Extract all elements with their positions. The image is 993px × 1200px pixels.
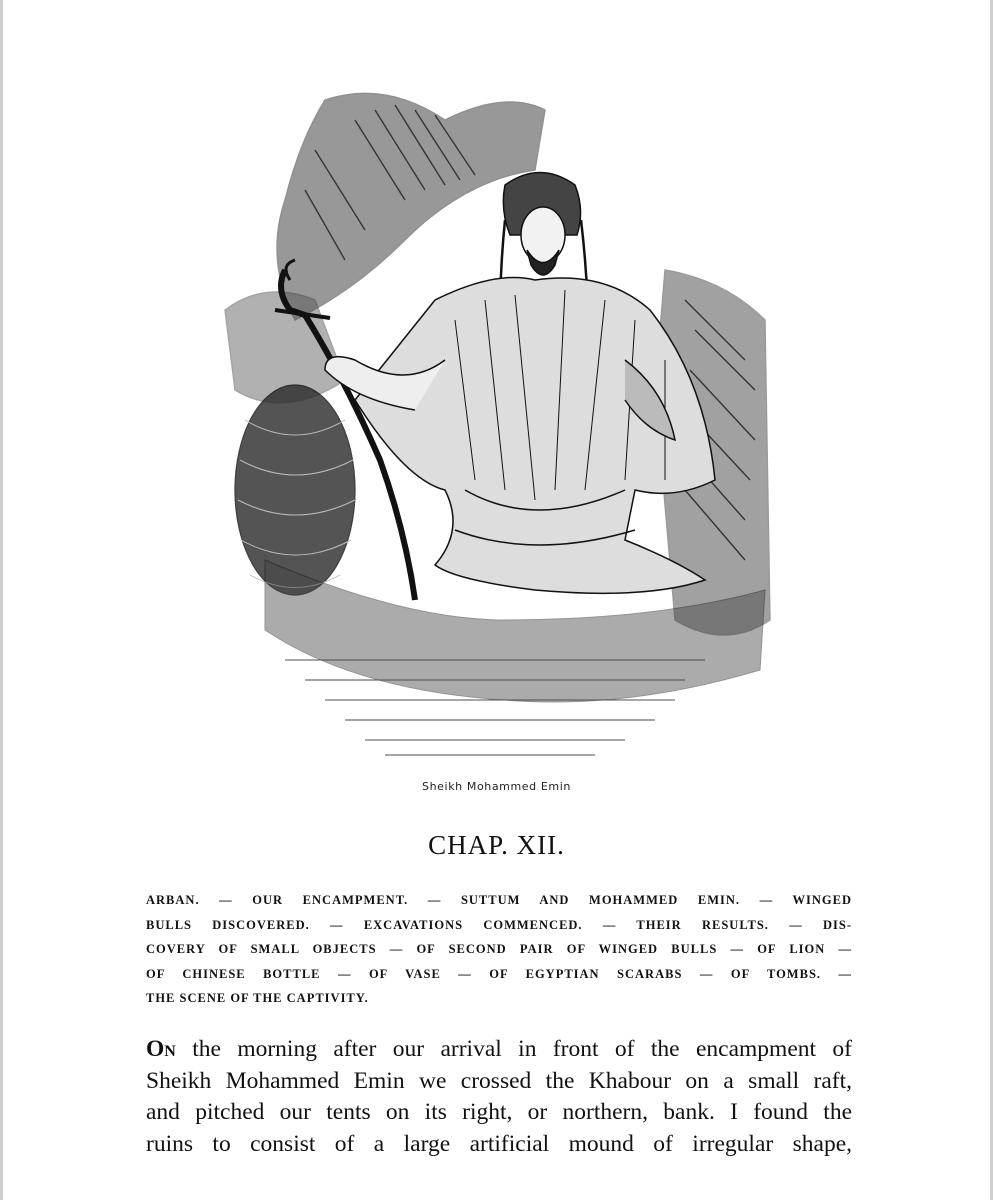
round-vessel [235,385,355,595]
summary-line: COVERY OF SMALL OBJECTS — OF SECOND PAIR OF WINGED BULLS — OF LION — [146,942,852,956]
summary-line: ARBAN. — OUR ENCAMPMENT. — SUTTUM AND MOHAMMED EMIN. — WINGED [146,893,852,907]
figure-caption: Sheikh Mohammed Emin [422,780,571,793]
body-paragraph [146,1034,852,1160]
summary-line: OF CHINESE BOTTLE — OF VASE — OF EGYPTIAN SCARABS — OF TOMBS. — [146,966,852,981]
body-line: and pitched our tents on its right, or northern, bank. I found the [146,1099,852,1125]
body-line: Sheikh Mohammed Emin we crossed the Khabour on a small raft, [146,1067,852,1094]
chapter-summary [146,888,852,1011]
first-line-text: the morning after our arrival in front of the encampment of [175,1036,852,1062]
engraving-illustration [205,60,785,770]
body-line [146,1034,852,1066]
body-line: ruins to consist of a large artificial mound of irregular shape, [146,1130,852,1157]
summary-line: THE SCENE OF THE CAPTIVITY. [146,991,369,1005]
chapter-title: CHAP. XII. [428,830,565,860]
summary-line: BULLS DISCOVERED. — EXCAVATIONS COMMENCED. — THEIR RESULTS. — DIS- [146,917,852,932]
page-edge-left [0,0,3,1200]
opening-word: On [146,1036,176,1062]
